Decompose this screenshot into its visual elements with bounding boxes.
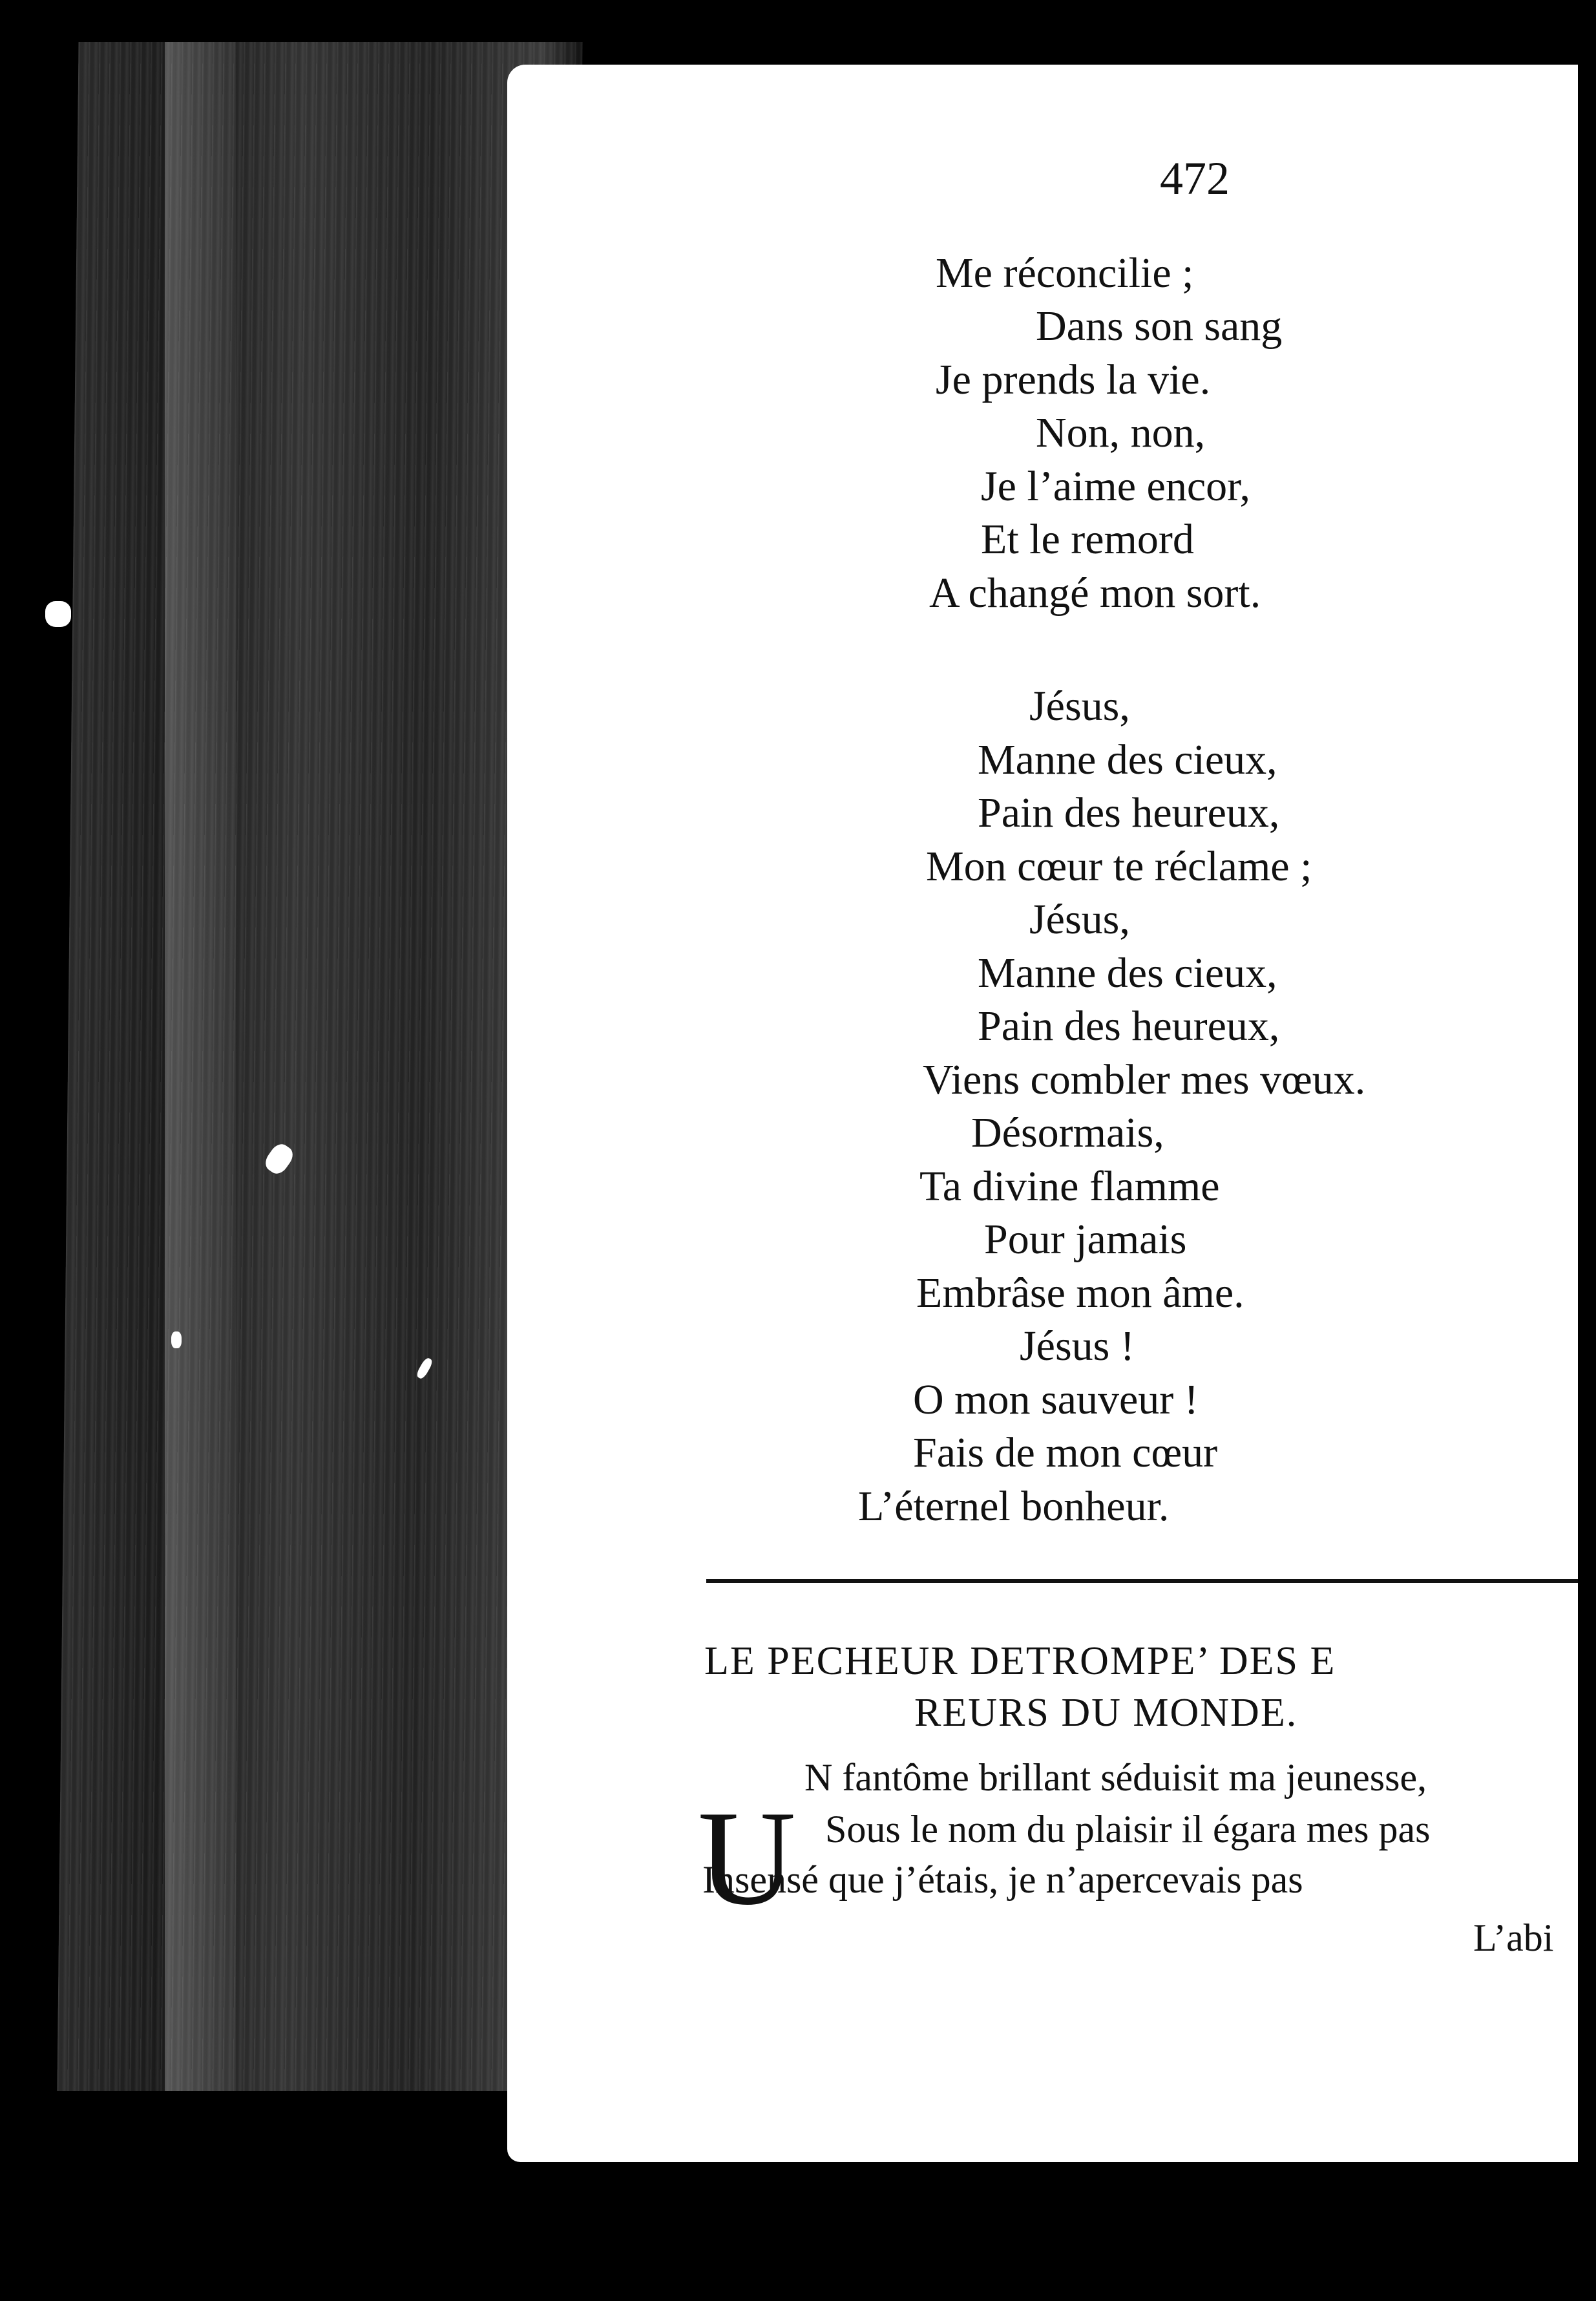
poem-line: Et le remord xyxy=(981,516,1194,563)
poem-line: Me réconcilie ; xyxy=(936,249,1194,297)
verse-line: Insensé que j’étais, je n’apercevais pas xyxy=(702,1858,1303,1901)
poem-line: Embrâse mon âme. xyxy=(916,1269,1244,1317)
book-edge-highlight xyxy=(165,42,236,2091)
speck xyxy=(171,1331,182,1348)
poem-line: Jésus, xyxy=(1029,683,1130,730)
speck xyxy=(45,601,71,627)
poem-line: Manne des cieux, xyxy=(978,949,1277,997)
poem-line: Pain des heureux, xyxy=(978,789,1280,836)
section-divider xyxy=(706,1579,1596,1583)
drop-cap: U xyxy=(698,1783,796,1933)
book-edge xyxy=(57,42,582,2091)
poem-line: Jésus, xyxy=(1029,896,1130,943)
poem-line: Je prends la vie. xyxy=(936,356,1211,403)
poem-line: Je l’aime encor, xyxy=(981,463,1250,510)
poem-line: Mon cœur te réclame ; xyxy=(926,843,1312,890)
poem-line: Pour jamais xyxy=(984,1216,1187,1263)
song-title-line-2: REURS DU MONDE. xyxy=(914,1691,1298,1735)
verse-line: L’abi xyxy=(1473,1916,1554,1959)
poem-line: Manne des cieux, xyxy=(978,736,1277,783)
book-page xyxy=(507,65,1596,2162)
poem-line: Dans son sang xyxy=(1036,302,1283,350)
poem-line: Pain des heureux, xyxy=(978,1002,1280,1050)
page-number: 472 xyxy=(1160,153,1230,204)
poem-line: Non, non, xyxy=(1036,409,1206,456)
verse-line: N fantôme brillant séduisit ma jeunesse, xyxy=(804,1756,1427,1799)
poem-line: Fais de mon cœur xyxy=(913,1429,1218,1476)
scan-edge xyxy=(1578,65,1596,2162)
poem-line: Viens combler mes vœux. xyxy=(923,1056,1366,1103)
poem-line: A changé mon sort. xyxy=(929,569,1261,617)
song-title-line-1: LE PECHEUR DETROMPE’ DES E xyxy=(704,1639,1336,1683)
verse-line: Sous le nom du plaisir il égara mes pas xyxy=(825,1808,1431,1850)
poem-line: Désormais, xyxy=(971,1109,1164,1156)
poem-line: O mon sauveur ! xyxy=(913,1376,1199,1423)
poem-line: Ta divine flamme xyxy=(919,1163,1220,1210)
poem-line: Jésus ! xyxy=(1020,1322,1135,1370)
poem-line: L’éternel bonheur. xyxy=(858,1483,1170,1530)
